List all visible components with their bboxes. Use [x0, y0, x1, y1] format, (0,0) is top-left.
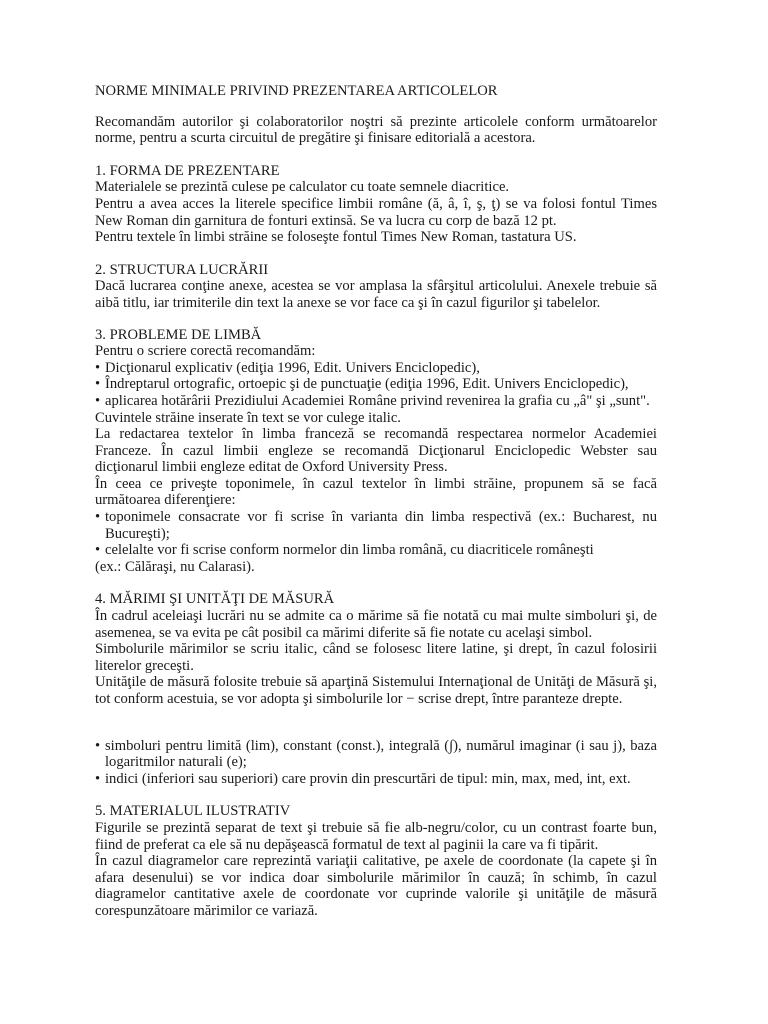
document-title: NORME MINIMALE PRIVIND PREZENTAREA ARTICOLELOR [95, 83, 498, 99]
bullet-icon: • [95, 509, 101, 526]
section-heading: 3. PROBLEME DE LIMBĂ [95, 326, 262, 343]
list-item: • Dicţionarul explicativ (ediţia 1996, Edit. Univers Enciclopedic), [95, 359, 480, 376]
paragraph: (ex.: Călăraşi, nu Calarasi). [95, 558, 255, 575]
section-forma-de-prezentare [95, 163, 657, 246]
list-item: • aplicarea hotărârii Prezidiului Academiei Române privind revenirea la grafia cu „â" şi „sunt". [95, 392, 650, 409]
document-body [95, 83, 657, 920]
section-heading: 5. MATERIALUL ILUSTRATIV [95, 803, 291, 820]
paragraph: La redactarea textelor în limba franceză se recomandă respectarea normelor Academiei Franceze. În cazul limbii engleze se recomandă Dicţionarul Enciclopedic Webster sau dicţionarul limbii engleze editat de Oxford University Press. [95, 426, 657, 476]
section-probleme-de-limba [95, 327, 657, 576]
bullet-icon: • [95, 392, 101, 409]
bullet-icon: • [95, 542, 101, 559]
paragraph: Cuvintele străine inserate în text se vor culege italic. [95, 409, 401, 426]
paragraph: Materialele se prezintă culese pe calculator cu toate semnele diacritice. [95, 179, 510, 196]
paragraph: Dacă lucrarea conţine anexe, acestea se vor amplasa la sfârşitul articolului. Anexele trebuie să aibă titlu, iar trimiterile din text la anexe se vor face ca şi în cazul figurilor şi tabelelor. [95, 278, 657, 311]
paragraph: Simbolurile mărimilor se scriu italic, când se folosesc litere latine, şi drept, în cazul folosirii literelor greceşti. [95, 641, 657, 674]
list-item: • indici (inferiori sau superiori) care provin din prescurtări de tipul: min, max, med, int, ext. [95, 770, 631, 787]
list-item: • simboluri pentru limită (lim), constant (const.), integrală (∫), numărul imaginar (i sau j), baza logaritmilor naturali (e); [95, 737, 657, 771]
paragraph: Figurile se prezintă separat de text şi trebuie să fie alb-negru/color, cu un contrast foarte bun, fiind de preferat ca ele să nu depăşească formatul de text al paginii la care va fi tipărit. [95, 819, 657, 853]
section-materialul-ilustrativ [95, 803, 657, 919]
bullet-icon: • [95, 770, 101, 787]
paragraph: Unităţile de măsură folosite trebuie să aparţină Sistemului Internaţional de Unităţi de Măsură şi, tot conform acestuia, se vor adopta şi simbolurile lor − scrise drept, între paranteze drepte. [95, 674, 657, 707]
bullet-icon: • [95, 737, 101, 754]
section-heading: 1. FORMA DE PREZENTARE [95, 162, 280, 179]
recommendation-list [95, 360, 657, 410]
paragraph: Pentru o scriere corectă recomandăm: [95, 343, 316, 360]
list-item: • celelalte vor fi scrise conform normelor din limba română, cu diacriticele româneşti [95, 542, 594, 559]
intro-paragraph: Recomandăm autorilor şi colaboratorilor noştri să prezinte articolele conform următoarelor norme, pentru a scurta circuitul de pregătire şi finisare editorială a acestora. [95, 113, 657, 147]
paragraph: În cadrul aceleiaşi lucrări nu se admite ca o mărime să fie notată cu mai multe simboluri şi, de asemenea, se va evita pe cât posibil ca mărimi diferite să fie notate cu acelaşi simbol. [95, 608, 657, 641]
symbol-list [95, 738, 657, 788]
section-structura-lucrarii [95, 262, 657, 312]
bullet-icon: • [95, 376, 101, 393]
paragraph: Pentru textele în limbi străine se foloseşte fontul Times New Roman, tastatura US. [95, 229, 577, 246]
paragraph: În cazul diagramelor care reprezintă variaţii calitative, pe axele de coordonate (la capete şi în afara desenului) se vor indica doar simbolurile mărimilor în cauză; în schimb, în cazul diagramelor cantitative axele de coordonate vor cuprinde valorile şi unităţile de măsură corespunzătoare mărimilor ce variază. [95, 853, 657, 919]
bullet-icon: • [95, 359, 101, 376]
paragraph: În ceea ce priveşte toponimele, în cazul textelor în limbi străine, propunem să se facă următoarea diferenţiere: [95, 475, 657, 509]
list-item: • toponimele consacrate vor fi scrise în varianta din limba respectivă (ex.: Bucharest, nu Bucureşti); [95, 509, 657, 542]
section-heading: 2. STRUCTURA LUCRĂRII [95, 261, 269, 278]
section-heading: 4. MĂRIMI ŞI UNITĂŢI DE MĂSURĂ [95, 591, 335, 608]
paragraph: Pentru a avea acces la literele specifice limbii române (ă, â, î, ş, ţ) se va folosi fontul Times New Roman din garnitura de fonturi extinsă. Se va lucra cu corp de bază 12 pt. [95, 195, 657, 229]
list-item: • Îndreptarul ortografic, ortoepic şi de punctuaţie (ediţia 1996, Edit. Univers Enciclopedic), [95, 376, 629, 393]
section-marimi-si-unitati [95, 591, 657, 787]
toponym-list [95, 509, 657, 559]
